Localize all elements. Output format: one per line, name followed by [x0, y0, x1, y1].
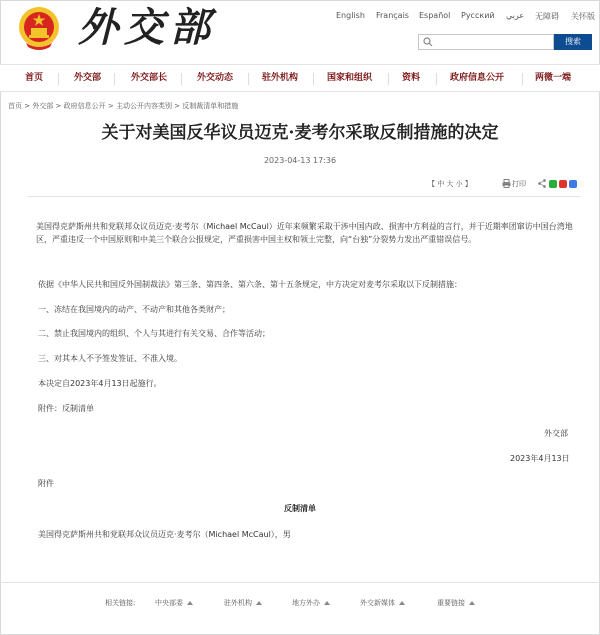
share-icon[interactable] — [538, 179, 546, 188]
footer-link-label: 驻外机构 — [224, 599, 252, 607]
effective-date-text: 本决定自2023年4月13日起施行。 — [38, 379, 162, 388]
paragraph-background: 美国得克萨斯州共和党联邦众议员迈克·麦考尔（Michael McCaul）近年来频繁采取干涉中国内政、损害中方利益的言行，并于近期率团窜访中国台湾地区，严重违反一个中国原则和中美三个联合公报规定，严重损害中国主权和领土完整，向“台独”分裂势力发出严重错误信号。 — [36, 222, 573, 244]
nav-item-home[interactable]: 首页 — [25, 73, 44, 83]
attachment-note: 附件：反制清单 — [38, 404, 94, 413]
nav-item-activities[interactable]: 外交动态 — [197, 73, 234, 83]
nav-divider — [58, 73, 59, 85]
footer-link-label: 外交新媒体 — [360, 599, 395, 607]
measure-ban-transactions: 二、禁止我国境内的组织、个人与其进行有关交易、合作等活动； — [38, 329, 270, 338]
measure-freeze-assets: 一、冻结在我国境内的动产、不动产和其他各类财产； — [38, 305, 230, 314]
attachment-label: 附件 — [38, 479, 54, 488]
nav-item-missions[interactable]: 驻外机构 — [262, 73, 299, 83]
elder-care-link[interactable]: 关怀版 — [571, 12, 595, 21]
font-size-selector[interactable]: 【 中 大 小 】 — [428, 180, 472, 188]
article-date: 2023-04-13 17:36 — [263, 156, 337, 165]
lang-english[interactable]: English — [336, 11, 365, 20]
site-logo-text[interactable]: 外交部 — [78, 4, 216, 51]
nav-divider — [114, 73, 115, 85]
nav-divider — [248, 73, 249, 85]
footer-link-important[interactable] — [437, 598, 475, 608]
accessibility-link[interactable]: 无障碍 — [535, 12, 559, 21]
article-toolbar — [0, 179, 600, 191]
main-nav — [0, 64, 600, 92]
language-bar — [0, 11, 600, 25]
expand-arrow-icon — [469, 601, 475, 605]
footer-link-local-affairs[interactable] — [292, 598, 330, 608]
header-divider — [28, 196, 580, 197]
nav-item-resources[interactable]: 资料 — [402, 73, 421, 83]
nav-divider — [313, 73, 314, 85]
search-icon — [423, 37, 433, 47]
breadcrumb[interactable]: 首页 > 外交部 > 政府信息公开 > 主动公开内容类别 > 反制裁清单和措施 — [8, 102, 239, 110]
article-title: 关于对美国反华议员迈克·麦考尔采取反制措施的决定 — [101, 123, 499, 143]
nav-divider — [522, 73, 523, 85]
lang-french[interactable]: Français — [376, 11, 409, 20]
search-button[interactable]: 搜索 — [554, 34, 592, 50]
nav-item-info-disclosure[interactable]: 政府信息公开 — [450, 73, 505, 83]
search-input[interactable] — [418, 34, 554, 50]
nav-divider — [388, 73, 389, 85]
nav-item-ministry[interactable]: 外交部 — [74, 73, 102, 83]
expand-arrow-icon — [324, 601, 330, 605]
paragraph-legal-basis: 依据《中华人民共和国反外国制裁法》第三条、第四条、第六条、第十五条规定，中方决定对麦考尔采取以下反制措施： — [38, 280, 462, 289]
qzone-share-icon[interactable] — [569, 180, 577, 188]
measure-visa-ban: 三、对其本人不予签发签证、不准入境。 — [38, 354, 182, 363]
footer-link-label: 地方外办 — [292, 599, 320, 607]
wechat-share-icon[interactable] — [549, 180, 557, 188]
sanctions-list-title: 反制清单 — [284, 504, 316, 513]
footer-link-missions[interactable] — [224, 598, 262, 608]
sanctions-list-entry: 美国得克萨斯州共和党联邦众议员迈克·麦考尔（Michael McCaul），男 — [38, 530, 291, 539]
nav-divider — [436, 73, 437, 85]
sign-date: 2023年4月13日 — [510, 454, 570, 463]
footer-links — [0, 582, 600, 622]
nav-item-social-media[interactable]: 两微一端 — [535, 73, 572, 83]
footer-link-label: 中央部委 — [155, 599, 183, 607]
expand-arrow-icon — [187, 601, 193, 605]
footer-link-central-ministries[interactable] — [155, 598, 193, 608]
print-link[interactable]: 打印 — [512, 180, 526, 188]
print-icon[interactable] — [502, 179, 511, 188]
lang-spanish[interactable]: Español — [419, 11, 451, 20]
nav-item-countries[interactable]: 国家和组织 — [327, 73, 373, 83]
expand-arrow-icon — [399, 601, 405, 605]
nav-divider — [181, 73, 182, 85]
lang-russian[interactable]: Русский — [461, 11, 495, 20]
footer-link-new-media[interactable] — [360, 598, 405, 608]
weibo-share-icon[interactable] — [559, 180, 567, 188]
site-header — [0, 0, 600, 62]
footer-link-label: 重要链接 — [437, 599, 465, 607]
lang-arabic[interactable]: عربي — [506, 11, 525, 20]
expand-arrow-icon — [256, 601, 262, 605]
nav-item-minister[interactable]: 外交部长 — [131, 73, 168, 83]
footer-label: 相关链接: — [105, 599, 136, 607]
signature: 外交部 — [544, 429, 568, 438]
